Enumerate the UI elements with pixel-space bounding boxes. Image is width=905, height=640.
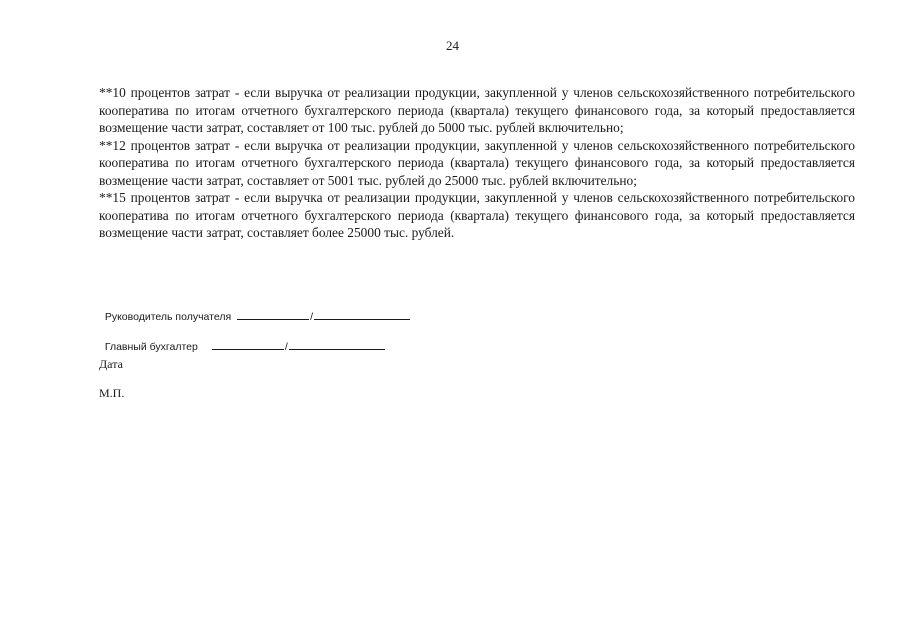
- signature-head-separator: /: [310, 311, 314, 323]
- footnote-paragraph-15: **15 процентов затрат - если выручка от реализации продукции, закупленной у членов сельскохозяйственного потребительского кооператива по итогам отчетного бухгалтерского периода (квартала) текущего финансового года, за который предоставляется возмещение части затрат, составляет более 25000 тыс. рублей.: [99, 190, 855, 240]
- signature-accountant-row: [99, 326, 385, 353]
- signature-head-name-blank: [314, 308, 410, 320]
- page-number: 24: [446, 38, 459, 53]
- date-label: Дата: [99, 357, 123, 371]
- footnote-paragraph-12: **12 процентов затрат - если выручка от реализации продукции, закупленной у членов сельскохозяйственного потребительского кооператива по итогам отчетного бухгалтерского периода (квартала) текущего финансового года, за который предоставляется возмещение части затрат, составляет от 5001 тыс. рублей до 25000 тыс. рублей включительно;: [99, 137, 855, 188]
- footnote-paragraph-10: **10 процентов затрат - если выручка от реализации продукции, закупленной у членов сельскохозяйственного потребительского кооператива по итогам отчетного бухгалтерского периода (квартала) текущего финансового года, за который предоставляется возмещение части затрат, составляет от 100 тыс. рублей до 5000 тыс. рублей включительно;: [99, 85, 855, 135]
- signature-accountant-label: Главный бухгалтер: [104, 341, 198, 353]
- signature-accountant-separator: /: [284, 341, 288, 353]
- signature-accountant-blank: [212, 338, 284, 350]
- signature-head-blank: [237, 308, 309, 320]
- signature-head-row: [99, 296, 410, 323]
- signature-head-label: Руководитель получателя: [104, 311, 232, 323]
- stamp-label: М.П.: [99, 386, 125, 400]
- signature-accountant-name-blank: [289, 338, 385, 350]
- footnote-block: [99, 84, 855, 242]
